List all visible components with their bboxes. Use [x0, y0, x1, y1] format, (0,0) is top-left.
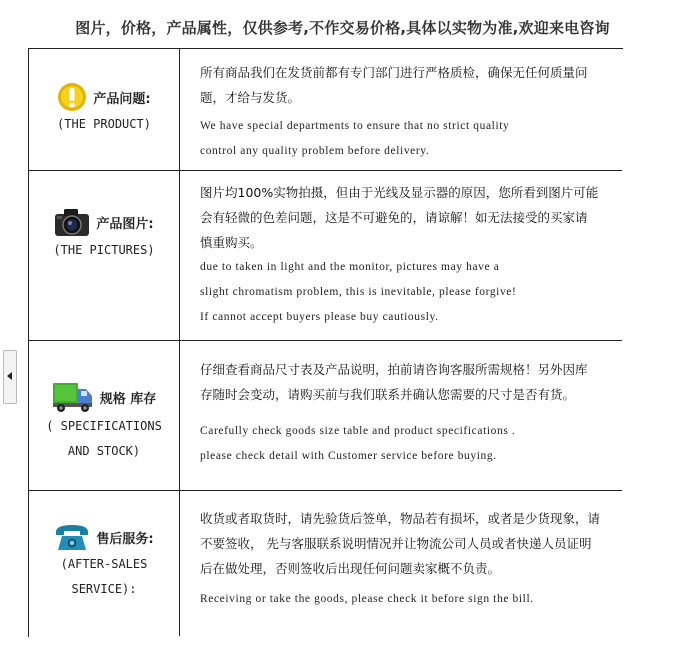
aftersales-cn-label: 售后服务: — [96, 531, 154, 547]
aftersales-cn-line: 收货或者取货时，请先验货后签单，物品若有损坏，或者是少货现象，请 — [200, 511, 601, 526]
pictures-cn-label: 产品图片: — [96, 216, 154, 232]
pictures-en-label: (THE PICTURES) — [53, 243, 155, 257]
specs-en-line: Carefully check goods size table and product specifications . — [200, 425, 516, 437]
aftersales-en-line: Receiving or take the goods, please check it before sign the bill. — [200, 593, 534, 605]
pictures-cn-line: 会有轻微的色差问题，这是不可避免的，请谅解！如无法接受的买家请 — [200, 210, 588, 225]
specs-en-label: ( SPECIFICATIONS — [46, 419, 162, 433]
column-divider — [179, 48, 180, 636]
pictures-cn-line: 慎重购买。 — [200, 235, 263, 250]
specs-cn-label: 规格 库存 — [99, 391, 157, 407]
product-cn-line: 题，才给与发货。 — [200, 90, 301, 105]
pictures-cn-line: 图片均100%实物拍摄，但由于光线及显示器的原因，您所看到图片可能 — [200, 185, 599, 200]
product-en-line: control any quality problem before delivery. — [200, 145, 430, 157]
delivery-truck-icon — [52, 380, 94, 414]
specs-label-cell — [29, 380, 179, 464]
left-arrow-icon — [7, 372, 12, 380]
aftersales-label-cell — [29, 522, 179, 602]
product-cn-label: 产品问题: — [93, 91, 151, 107]
row-divider — [28, 340, 622, 341]
specs-cn-line: 仔细查看商品尺寸表及产品说明，拍前请咨询客服所需规格！另外因库 — [200, 362, 588, 377]
aftersales-cn-line: 后在做处理，否则签收后出现任何问题卖家概不负责。 — [200, 561, 501, 576]
warning-icon — [57, 82, 87, 112]
specs-en-label: AND STOCK) — [67, 444, 141, 458]
aftersales-en-label: SERVICE): — [71, 582, 137, 596]
row-divider — [28, 490, 622, 491]
specs-cn-line: 存随时会变动，请购买前与我们联系并确认您需要的尺寸是否有货。 — [200, 387, 576, 402]
pictures-en-line: due to taken in light and the monitor, pictures may have a — [200, 261, 500, 273]
collapse-sidebar-tab[interactable] — [3, 350, 17, 404]
aftersales-text-cell — [200, 506, 620, 612]
specs-text-cell — [200, 357, 620, 469]
aftersales-cn-line: 不要签收， 先与客服联系说明情况并让物流公司人员或者快递人员证明 — [200, 536, 592, 551]
telephone-icon — [54, 522, 90, 552]
product-en-label: (THE PRODUCT) — [57, 117, 151, 131]
product-label-cell — [29, 82, 179, 137]
aftersales-en-label: (AFTER-SALES — [60, 557, 148, 571]
product-cn-line: 所有商品我们在发货前都有专门部门进行严格质检，确保无任何质量问 — [200, 65, 588, 80]
product-text-cell — [200, 60, 620, 164]
pictures-en-line: slight chromatism problem, this is inevitable, please forgive! — [200, 286, 517, 298]
specs-en-line: please check detail with Customer service before buying. — [200, 450, 497, 462]
pictures-label-cell — [29, 206, 179, 263]
product-en-line: We have special departments to ensure that no strict quality — [200, 120, 510, 132]
camera-icon — [54, 206, 90, 238]
page-title: 图片，价格，产品属性，仅供参考,不作交易价格,具体以实物为准,欢迎来电咨询 — [75, 19, 610, 37]
pictures-en-line: If cannot accept buyers please buy cautiously. — [200, 311, 439, 323]
pictures-text-cell — [200, 180, 620, 330]
row-divider — [28, 170, 622, 171]
